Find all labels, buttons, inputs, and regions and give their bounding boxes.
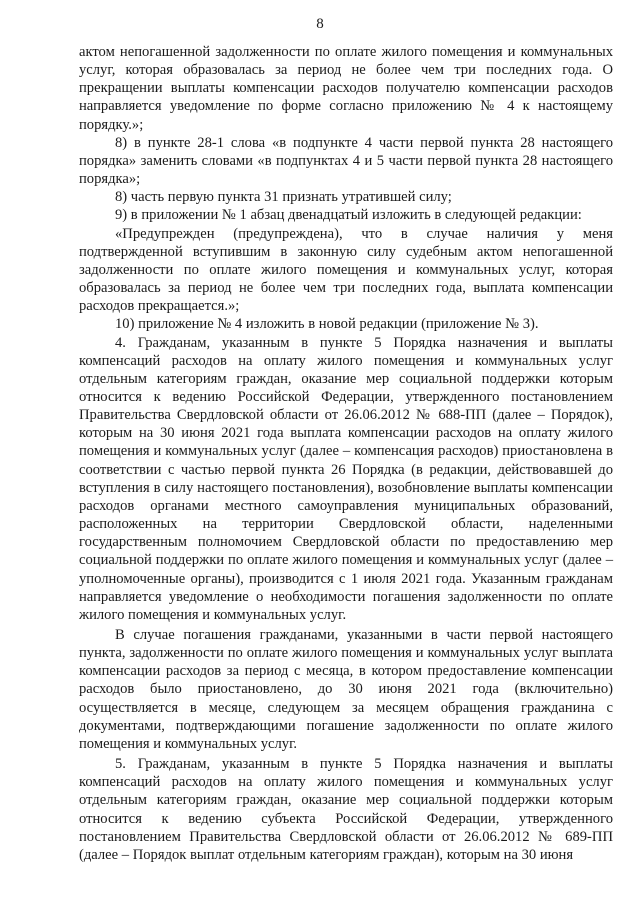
- document-body: [79, 43, 613, 864]
- paragraph-item-8b: 8) часть первую пункта 31 признать утратившей силу;: [115, 189, 452, 206]
- paragraph-clause-5: 5. Гражданам, указанным в пункте 5 Порядка назначения и выплаты компенсаций расходов на оплату жилого помещения и коммунальных услуг отдельным категориям граждан, оказание мер социальной поддержки которым относится к ведению субъекта Российской Федерации, утвержденного постановлением Правительства Свердловской области от 26.06.2012 № 689-ПП (далее – Порядок выплат отдельным категориям граждан), которым на 30 июня: [79, 756, 613, 863]
- paragraph-clause-4-part-2: В случае погашения гражданами, указанными в части первой настоящего пункта, задолженности по оплате жилого помещения и коммунальных услуг выплата компенсации расходов за период с месяца, в котором предоставление компенсации расходов было приостановлено, до 30 июня 2021 года (включительно) осуществляется в месяце, следующем за месяцем обращения гражданина с документами, подтверждающими погашение задолженности по оплате жилого помещения и коммунальных услуг.: [79, 627, 613, 752]
- paragraph-item-8a: 8) в пункте 28-1 слова «в подпункте 4 части первой пункта 28 настоящего порядка» заменить словами «в подпунктах 4 и 5 части первой пункта 28 настоящего порядка»;: [79, 134, 613, 188]
- paragraph-item-9: 9) в приложении № 1 абзац двенадцатый изложить в следующей редакции:: [115, 207, 582, 224]
- page-number: 8: [316, 16, 324, 32]
- paragraph-clause-4: 4. Гражданам, указанным в пункте 5 Порядка назначения и выплаты компенсаций расходов на оплату жилого помещения и коммунальных услуг отдельным категориям граждан, оказание мер социальной поддержки которым относится к ведению Российской Федерации, утвержденного постановлением Правительства Свердловской области от 26.06.2012 № 688-ПП (далее – Порядок), которым на 30 июня 2021 года выплата компенсации расходов на оплату жилого помещения и коммунальных услуг (далее – компенсация расходов) приостановлена в соответствии с частью первой пункта 26 Порядка (в редакции, действовавшей до вступления в силу настоящего постановления), возобновление выплаты компенсации расходов органами местного самоуправления муниципальных образований, расположенных на территории Свердловской области, наделенными государственным полномочием Свердловской области по предоставлению мер социальной поддержки по оплате жилого помещения и коммунальных услуг (далее – уполномоченные органы), производится с 1 июля 2021 года. Указанным гражданам направляется уведомление о необходимости погашения задолженности по оплате жилого помещения и коммунальных услуг.: [79, 334, 613, 623]
- paragraph-item-10: 10) приложение № 4 изложить в новой редакции (приложение № 3).: [115, 316, 539, 333]
- paragraph-continuation: актом непогашенной задолженности по оплате жилого помещения и коммунальных услуг, которая образовалась за период не более чем три последних года. О прекращении выплаты компенсации расходов получателю компенсации расходов направляется уведомление по форме согласно приложению № 4 к настоящему порядку.»;: [79, 44, 613, 133]
- paragraph-quote: «Предупрежден (предупреждена), что в случае наличия у меня подтвержденной вступившим в законную силу судебным актом непогашенной задолженности по оплате жилого помещения и коммунальных услуг, которая образовалась за период не более чем три последних года, выплата компенсации расходов прекращается.»;: [79, 225, 613, 315]
